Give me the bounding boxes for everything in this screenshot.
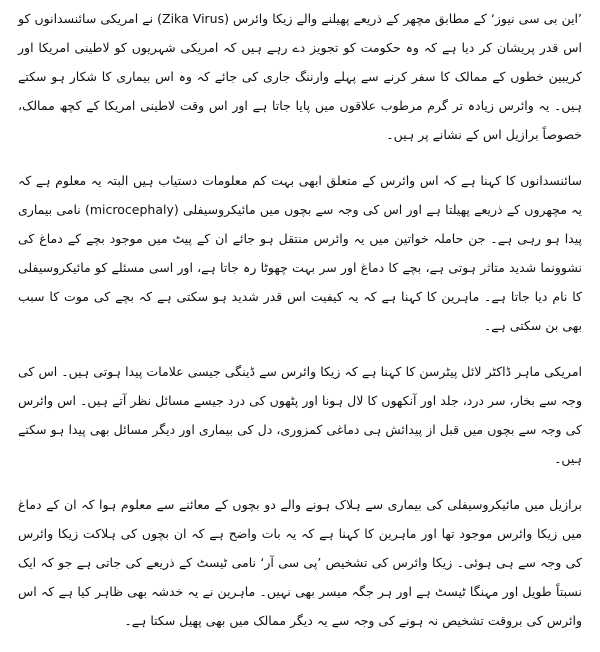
article-body (18, 0, 582, 652)
paragraph-zika-warning: ’این بی سی نیوز‘ کے مطابق مچھر کے ذریعے پھیلنے والے زیکا وائرس (Zika Virus) نے امریکی سائنسدانوں کو اس قدر پریشان کر دیا ہے کہ وہ حکومت کو تجویز دے رہے ہیں کہ امریکی شہریوں کو لاطینی امریکا اور کریبین خطوں کے ممالک کا سفر کرنے سے پہلے وارننگ جاری کی جائے کہ وہ اس بیماری کا شکار ہو سکتے ہیں۔ یہ وائرس زیادہ تر گرم مرطوب علاقوں میں پایا جاتا ہے اور اس وقت لاطینی امریکا کے کچھ ممالک، خصوصاً برازیل اس کے نشانے پر ہیں۔ (18, 11, 583, 142)
paragraph-symptoms: امریکی ماہر ڈاکٹر لائل پیٹرسن کا کہنا ہے کہ زیکا وائرس سے ڈینگی جیسی علامات پیدا ہوتی ہیں۔ اس کی وجہ سے بخار، سر درد، جلد اور آنکھوں کا لال ہونا اور پٹھوں کی درد جیسے مسائل نظر آتے ہیں۔ اس وائرس کی وجہ سے بچوں میں قبل از پیدائش ہی دماغی کمزوری، دل کی بیماری اور دیگر مسائل بھی پیدا ہو سکتے ہیں۔ (18, 364, 582, 466)
paragraph-microcephaly: سائنسدانوں کا کہنا ہے کہ اس وائرس کے متعلق ابھی بہت کم معلومات دستیاب ہیں البتہ یہ معلوم ہے کہ یہ مچھروں کے ذریعے پھیلتا ہے اور اس کی وجہ سے بچوں میں مائیکروسیفلی (microcephaly) نامی بیماری پیدا ہو رہی ہے۔ جن حاملہ خواتین میں یہ وائرس منتقل ہو جائے ان کے پیٹ میں موجود بچے کے دماغ کی نشوونما شدید متاثر ہوتی ہے، بچے کا دماغ اور سر بہت چھوٹا رہ جاتا ہے، اور اسی مسئلے کو مائیکروسیفلی کا نام دیا جاتا ہے۔ ماہرین کا کہنا ہے کہ یہ کیفیت اس قدر شدید ہو سکتی ہے کہ بچے کی موت کا سبب بھی بن سکتی ہے۔ (18, 173, 582, 333)
paragraph-brazil-findings: برازیل میں مائیکروسیفلی کی بیماری سے ہلاک ہونے والے دو بچوں کے معائنے سے معلوم ہوا کہ ان کے دماغ میں زیکا وائرس موجود تھا اور ماہرین کا کہنا ہے کہ یہ بات واضح ہے کہ ان بچوں کی ہلاکت زیکا وائرس کی وجہ سے ہی ہوئی۔ زیکا وائرس کی تشخیص ’پی سی آر‘ نامی ٹیسٹ کے ذریعے کی جاتی ہے جو کہ ایک نسبتاً طویل اور مہنگا ٹیسٹ ہے اور ہر جگہ میسر بھی نہیں۔ ماہرین نے یہ خدشہ بھی ظاہر کیا ہے کہ اس وائرس کی بروقت تشخیص نہ ہونے کی وجہ سے یہ دیگر ممالک میں بھی پھیل سکتا ہے۔ (18, 497, 582, 628)
